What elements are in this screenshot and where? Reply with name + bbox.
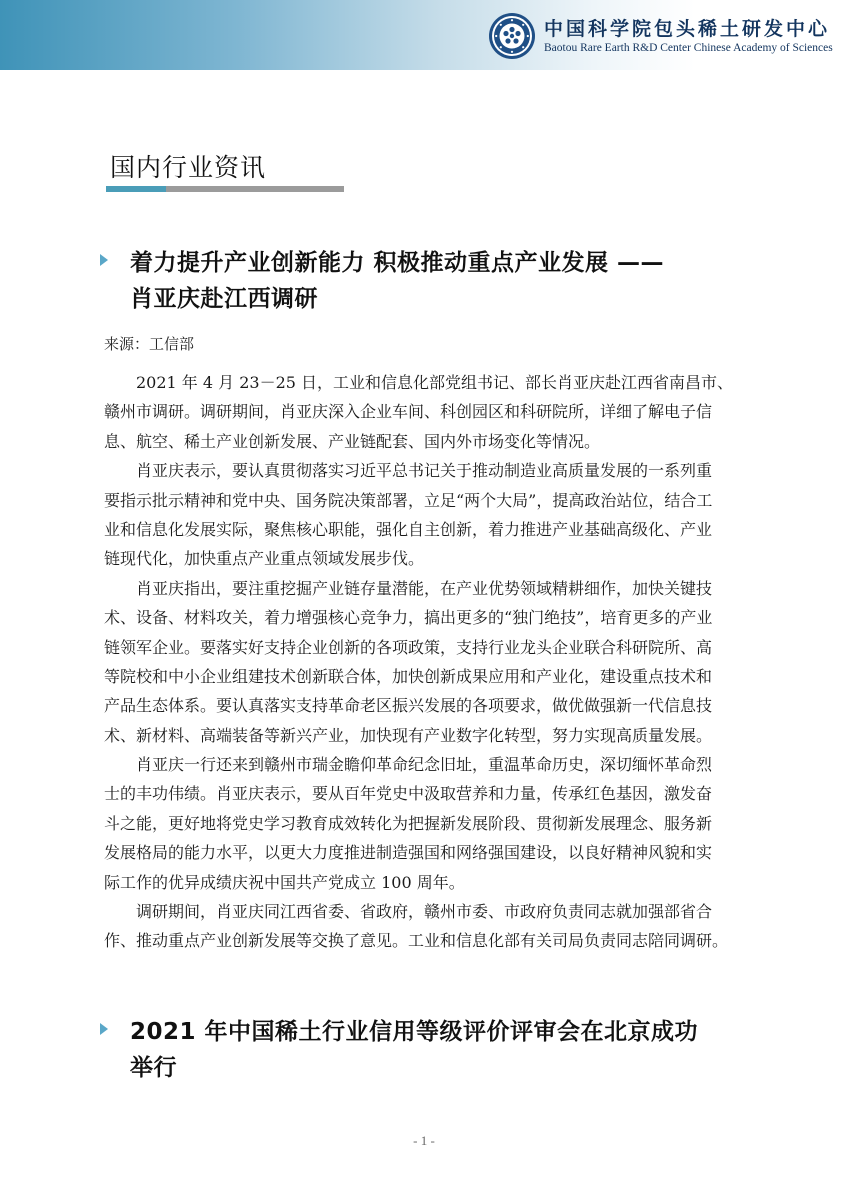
body-line: 要指示批示精神和党中央、国务院决策部署，立足“两个大局”，提高政治站位，结合工	[104, 490, 713, 510]
article-1-title-line: 着力提升产业创新能力 积极推动重点产业发展 ——	[130, 250, 665, 276]
body-line: 业和信息化发展实际，聚焦核心职能，强化自主创新，着力推进产业基础高级化、产业	[104, 519, 713, 539]
body-line: 士的丰功伟绩。肖亚庆表示，要从百年党史中汲取营养和力量，传承红色基因，激发奋	[104, 784, 713, 804]
body-line: 际工作的优异成绩庆祝中国共产党成立 100 周年。	[104, 872, 465, 892]
body-line: 2021 年 4 月 23－25 日，工业和信息化部党组书记、部长肖亚庆赴江西省南昌市、	[136, 373, 734, 392]
article-1-title	[100, 244, 760, 316]
section-underline	[106, 186, 344, 192]
page-number: - 1 -	[413, 1133, 435, 1148]
underline-rule	[166, 186, 344, 192]
body-line: 术、设备、材料攻关，着力增强核心竞争力，搞出更多的“独门绝技”，培育更多的产业	[104, 608, 713, 628]
article-2-title-line: 举行	[130, 1055, 177, 1081]
body-line: 作、推动重点产业创新发展等交换了意见。工业和信息化部有关司局负责同志陪同调研。	[104, 931, 729, 951]
article-1-title-line: 肖亚庆赴江西调研	[130, 286, 318, 312]
article-1-source: 来源：工信部	[104, 335, 195, 353]
article-1-body	[104, 368, 754, 956]
article-2-title	[100, 1013, 760, 1085]
body-line: 等院校和中小企业组建技术创新联合体，加快创新成果应用和产业化，建设重点技术和	[104, 666, 713, 686]
body-line: 调研期间，肖亚庆同江西省委、省政府，赣州市委、市政府负责同志就加强部省合	[136, 902, 713, 922]
section-title: 国内行业资讯	[110, 153, 267, 182]
org-name-english: Baotou Rare Earth R&D Center Chinese Academy of Sciences	[544, 42, 833, 54]
organization-logo	[488, 10, 840, 62]
body-line: 产品生态体系。要认真落实支持革命老区振兴发展的各项要求，做优做强新一代信息技	[104, 696, 713, 716]
body-line: 链现代化，加快重点产业重点领域发展步伐。	[104, 549, 425, 569]
body-line: 发展格局的能力水平，以更大力度推进制造强国和网络强国建设，以良好精神风貌和实	[104, 843, 713, 863]
body-line: 赣州市调研。调研期间，肖亚庆深入企业车间、科创园区和科研院所，详细了解电子信	[104, 402, 713, 422]
cas-emblem-icon	[488, 12, 536, 60]
bullet-arrow-icon	[100, 254, 108, 266]
org-name-chinese: 中国科学院包头稀土研发中心	[544, 18, 831, 40]
body-line: 术、新材料、高端装备等新兴产业，加快现有产业数字化转型，努力实现高质量发展。	[104, 725, 713, 745]
underline-accent	[106, 186, 166, 192]
body-line: 肖亚庆指出，要注重挖掘产业链存量潜能，在产业优势领域精耕细作，加快关键技	[136, 578, 713, 598]
body-line: 肖亚庆表示，要认真贯彻落实习近平总书记关于推动制造业高质量发展的一系列重	[136, 461, 713, 481]
body-line: 肖亚庆一行还来到赣州市瑞金瞻仰革命纪念旧址，重温革命历史，深切缅怀革命烈	[136, 755, 713, 775]
article-2-title-line: 2021 年中国稀土行业信用等级评价评审会在北京成功	[130, 1019, 699, 1045]
body-line: 斗之能，更好地将党史学习教育成效转化为把握新发展阶段、贯彻新发展理念、服务新	[104, 813, 713, 833]
body-line: 链领军企业。要落实好支持企业创新的各项政策，支持行业龙头企业联合科研院所、高	[104, 637, 713, 657]
body-line: 息、航空、稀土产业创新发展、产业链配套、国内外市场变化等情况。	[104, 431, 601, 451]
bullet-arrow-icon	[100, 1023, 108, 1035]
